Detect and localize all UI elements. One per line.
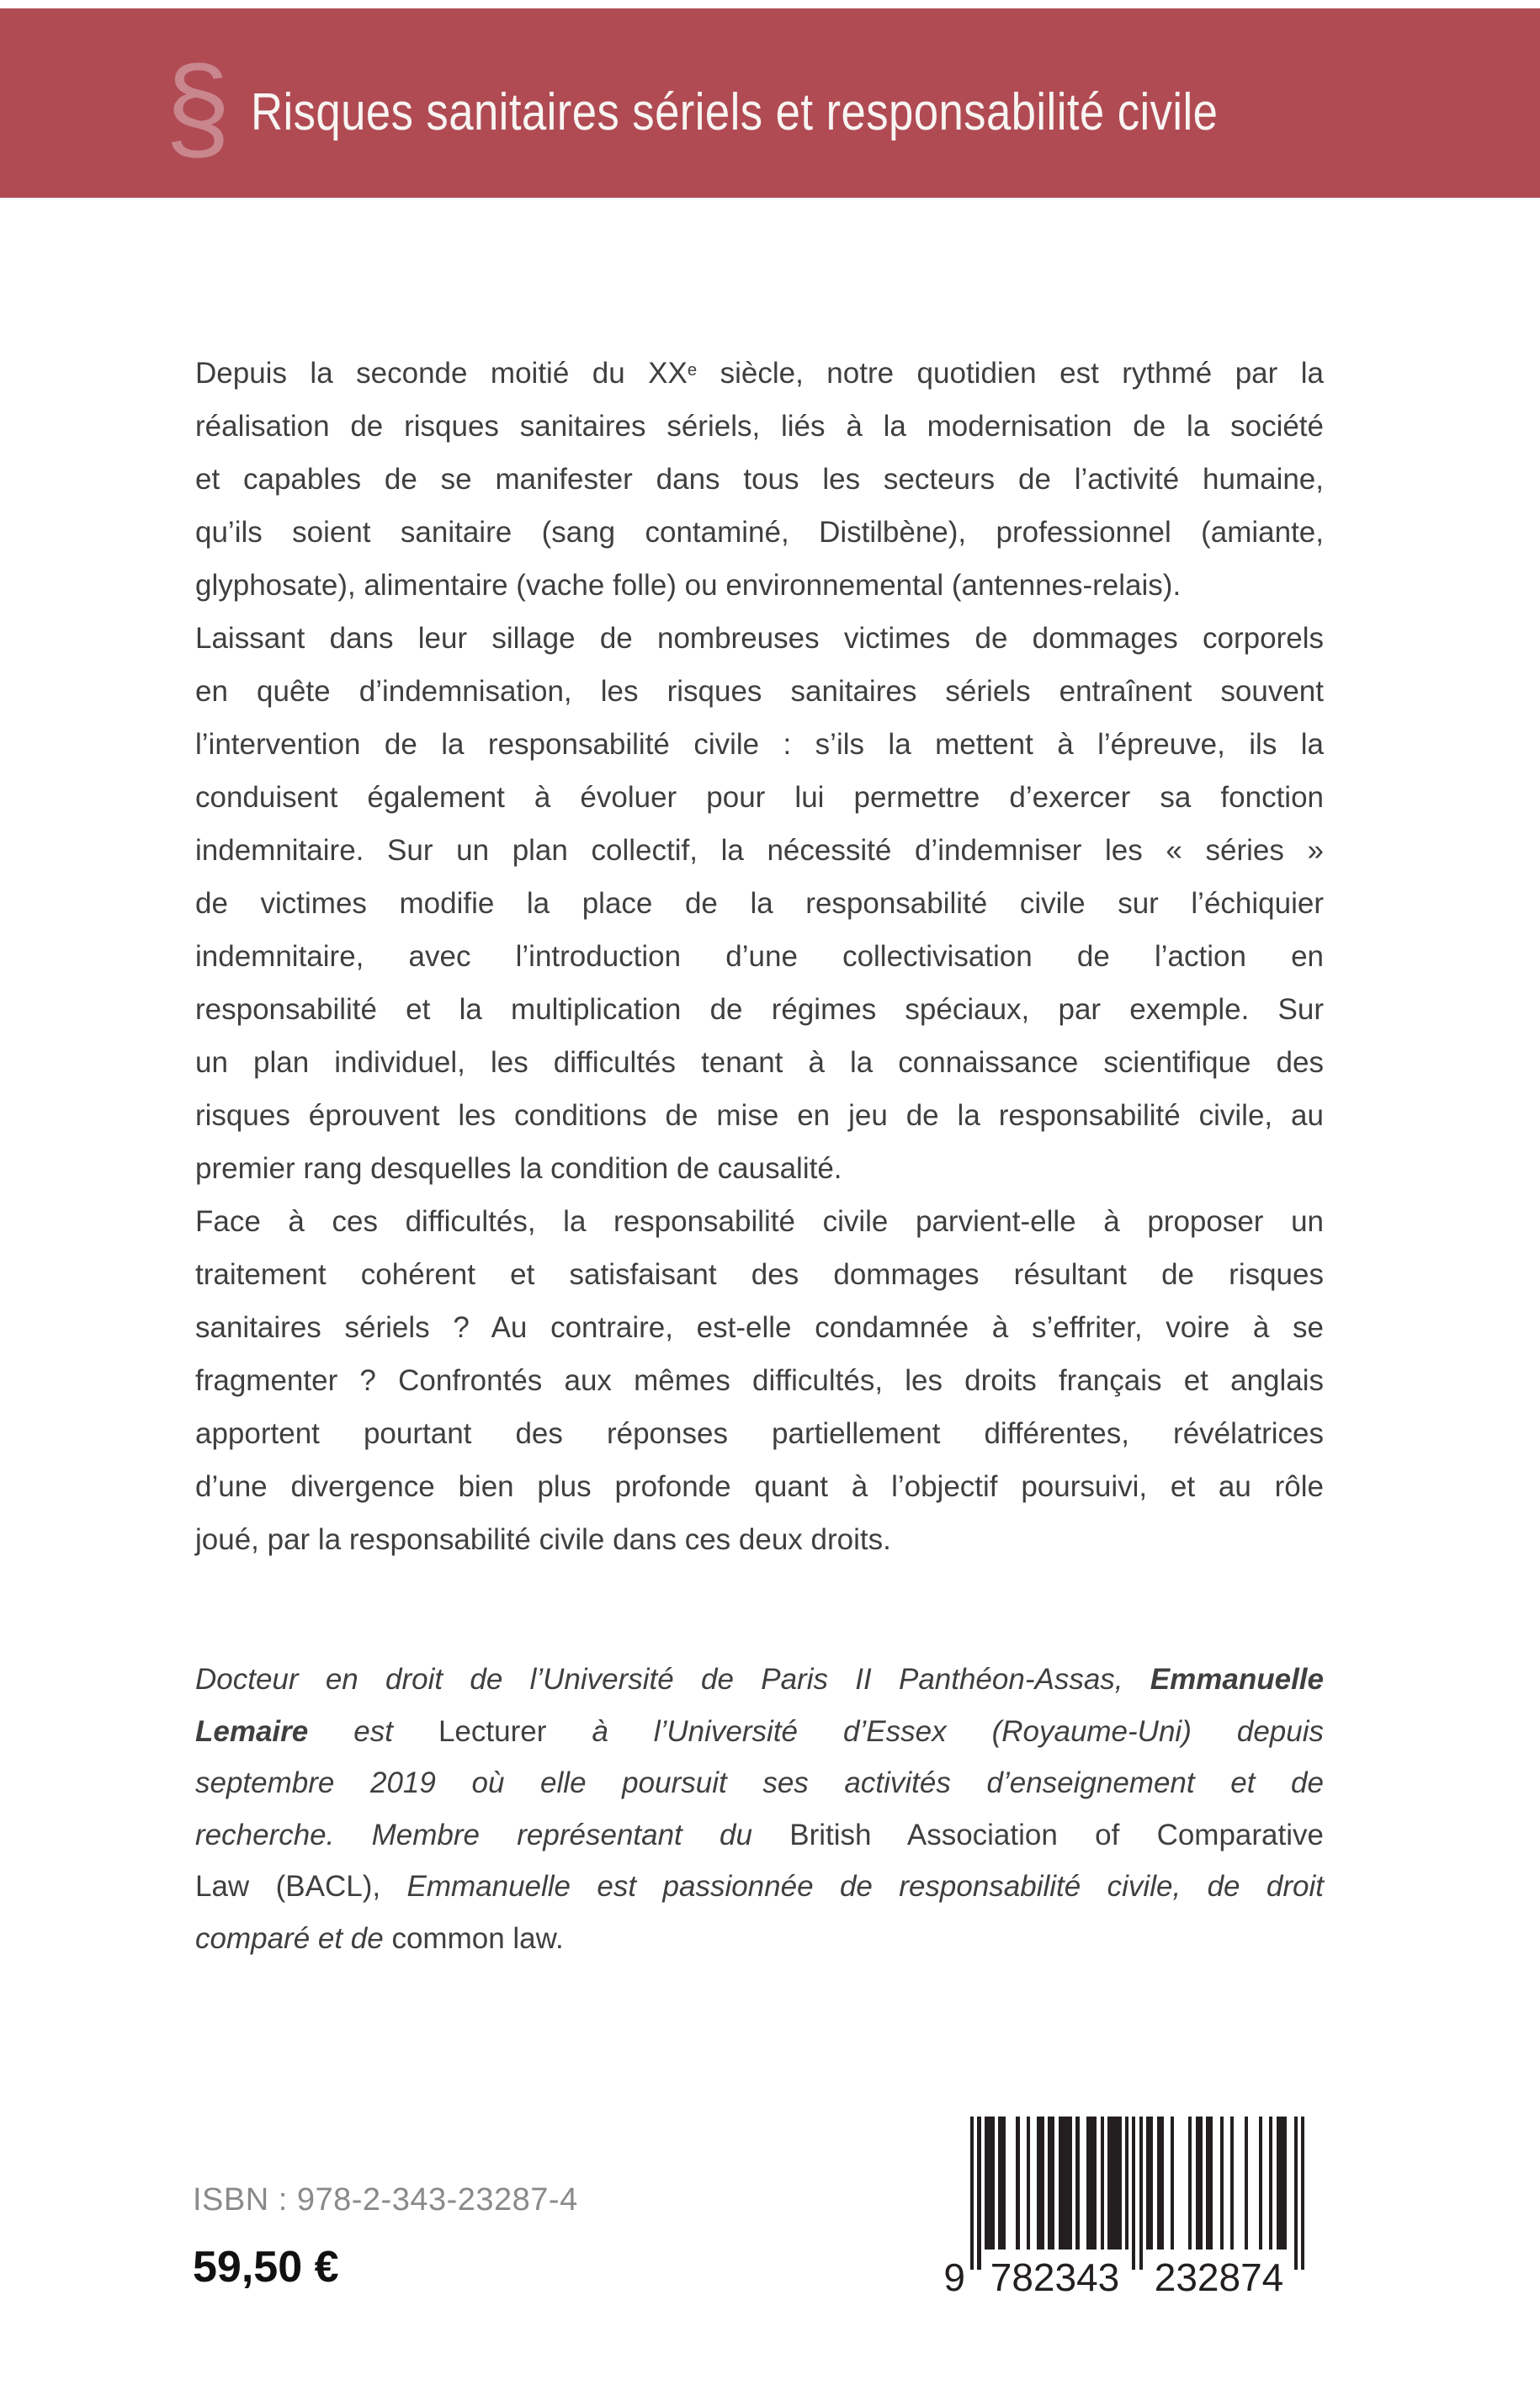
barcode-bar [1059,2117,1073,2250]
author-bio [195,1654,1324,1964]
text-line [195,1913,1324,1965]
text-line [195,1036,1324,1089]
barcode-bar [1157,2117,1164,2250]
text-line [195,1089,1324,1142]
text-line [195,1654,1324,1706]
text-line [195,1301,1324,1354]
text-line [195,877,1324,930]
barcode-bar [1107,2117,1122,2250]
text-segment: Depuis la seconde moitié du XX [195,357,688,390]
text-line [195,1142,1324,1195]
barcode-bar [1048,2117,1054,2250]
text-segment: un plan individuel, les difficultés tenant à la connaissance scientifique des [195,1046,1324,1080]
barcode-bar [1259,2117,1262,2250]
text-line [195,612,1324,665]
text-line [195,559,1324,612]
section-symbol: § [165,41,231,173]
barcode-bar [1125,2117,1128,2250]
text-line [195,718,1324,771]
title-banner [0,8,1540,198]
text-segment: traitement cohérent et satisfaisant des dommages résultant de risques [195,1258,1324,1292]
text-segment: glyphosate), alimentaire (vache folle) ou environnemental (antennes-relais). [195,569,1182,603]
barcode-bar [1196,2117,1203,2250]
barcode-bar [1220,2117,1224,2250]
barcode-bar [998,2117,1005,2250]
text-line [195,1861,1324,1913]
text-line [195,1757,1324,1809]
isbn-text: ISBN : 978-2-343-23287-4 [193,2182,578,2218]
barcode-bar [1301,2117,1304,2270]
barcode-bar [1230,2117,1234,2250]
text-segment: premier rang desquelles la condition de causalité. [195,1152,842,1186]
barcode-bar [1294,2117,1298,2270]
barcode-bar [1139,2117,1143,2270]
text-line [195,453,1324,506]
text-line [195,1248,1324,1301]
text-line [195,506,1324,559]
book-title-text: Risques sanitaires sériels et responsabilité civile [251,83,1219,141]
text-segment: siècle, notre quotidien est rythmé par la [697,357,1324,390]
text-segment: Lemaire [195,1714,309,1748]
text-segment: de victimes modifie la place de la responsabilité civile sur l’échiquier [195,887,1324,921]
barcode-bar [1101,2117,1104,2250]
text-line [195,1460,1324,1513]
text-segment: à l’Université d’Essex (Royaume-Uni) depuis [546,1714,1324,1748]
text-segment: indemnitaire. Sur un plan collectif, la nécessité d’indemniser les « séries » [195,834,1324,868]
text-line [195,771,1324,824]
barcode-bar [1171,2117,1174,2250]
synopsis-text [195,344,1324,1566]
barcode-digits-right: 232874 [1154,2255,1284,2299]
barcode-digit-first: 9 [943,2255,965,2299]
text-line [195,1706,1324,1758]
text-segment: réalisation de risques sanitaires sériels, liés à la modernisation de la société [195,410,1324,444]
text-line [195,930,1324,983]
text-segment: Lecturer [438,1714,547,1748]
text-segment: British Association of Comparative [789,1818,1324,1851]
barcode-bar [1132,2117,1135,2270]
text-line [195,1354,1324,1407]
barcode-bar [1037,2117,1043,2250]
price-text: 59,50 € [193,2243,339,2292]
barcode-bar [1188,2117,1192,2250]
text-segment: qu’ils soient sanitaire (sang contaminé, Distilbène), professionnel (amiante, [195,516,1324,550]
barcode-bar [985,2117,996,2250]
barcode-bar [1277,2117,1288,2250]
barcode-bar [977,2117,980,2270]
barcode-bar [1016,2117,1019,2250]
barcode-bar [1075,2117,1079,2250]
text-segment: risques éprouvent les conditions de mise en jeu de la responsabilité civile, au [195,1099,1324,1133]
text-line [195,665,1324,718]
book-title [251,83,1389,141]
text-segment: responsabilité et la multiplication de régimes spéciaux, par exemple. Sur [195,993,1324,1027]
text-segment: est [308,1714,438,1748]
text-segment: Emmanuelle [1150,1663,1324,1696]
text-line [195,1407,1324,1460]
text-segment: Law (BACL), [195,1870,407,1903]
text-line [195,1809,1324,1862]
text-line [195,983,1324,1036]
text-segment: Docteur en droit de l’Université de Paris II Panthéon-Assas, [195,1663,1150,1696]
text-segment: Emmanuelle est passionnée de responsabilité civile, de droit [406,1870,1324,1903]
text-line [195,400,1324,453]
text-segment: et capables de se manifester dans tous les secteurs de l’activité humaine, [195,463,1324,497]
text-segment: Laissant dans leur sillage de nombreuses victimes de dommages corporels [195,622,1324,656]
text-line [195,824,1324,877]
text-segment: d’une divergence bien plus profonde quant à l’objectif poursuivi, et au rôle [195,1470,1324,1504]
barcode-bar [1269,2117,1272,2250]
barcode-bar [970,2117,974,2270]
text-segment: en quête d’indemnisation, les risques sanitaires sériels entraînent souvent [195,675,1324,709]
text-line [195,344,1324,400]
text-segment: sanitaires sériels ? Au contraire, est-elle condamnée à s’effriter, voire à se [195,1311,1324,1345]
text-segment: joué, par la responsabilité civile dans ces deux droits. [195,1523,891,1557]
text-line [195,1513,1324,1566]
text-segment: conduisent également à évoluer pour lui permettre d’exercer sa fonction [195,781,1324,815]
text-segment: recherche. Membre représentant du [195,1818,790,1851]
text-segment: common law. [391,1921,564,1955]
barcode-bar [1086,2117,1097,2250]
barcode [943,2117,1304,2310]
text-segment: l’intervention de la responsabilité civile : s’ils la mettent à l’épreuve, ils la [195,728,1324,762]
text-segment: Face à ces difficultés, la responsabilité civile parvient-elle à proposer un [195,1205,1324,1239]
barcode-bar [1027,2117,1030,2250]
barcode-bar [1206,2117,1213,2250]
text-segment: fragmenter ? Confrontés aux mêmes difficultés, les droits français et anglais [195,1364,1324,1398]
text-segment: comparé et de [195,1921,392,1955]
barcode-bar [1245,2117,1248,2250]
text-line [195,1195,1324,1248]
barcode-bars [970,2117,1304,2270]
text-segment: indemnitaire, avec l’introduction d’une collectivisation de l’action en [195,940,1324,974]
text-segment: apportent pourtant des réponses partiellement différentes, révélatrices [195,1417,1324,1451]
text-segment: e [687,361,698,380]
barcode-digits-left: 782343 [990,2255,1120,2299]
barcode-bar [1146,2117,1153,2250]
text-segment: septembre 2019 où elle poursuit ses activités d’enseignement et de [195,1766,1324,1799]
